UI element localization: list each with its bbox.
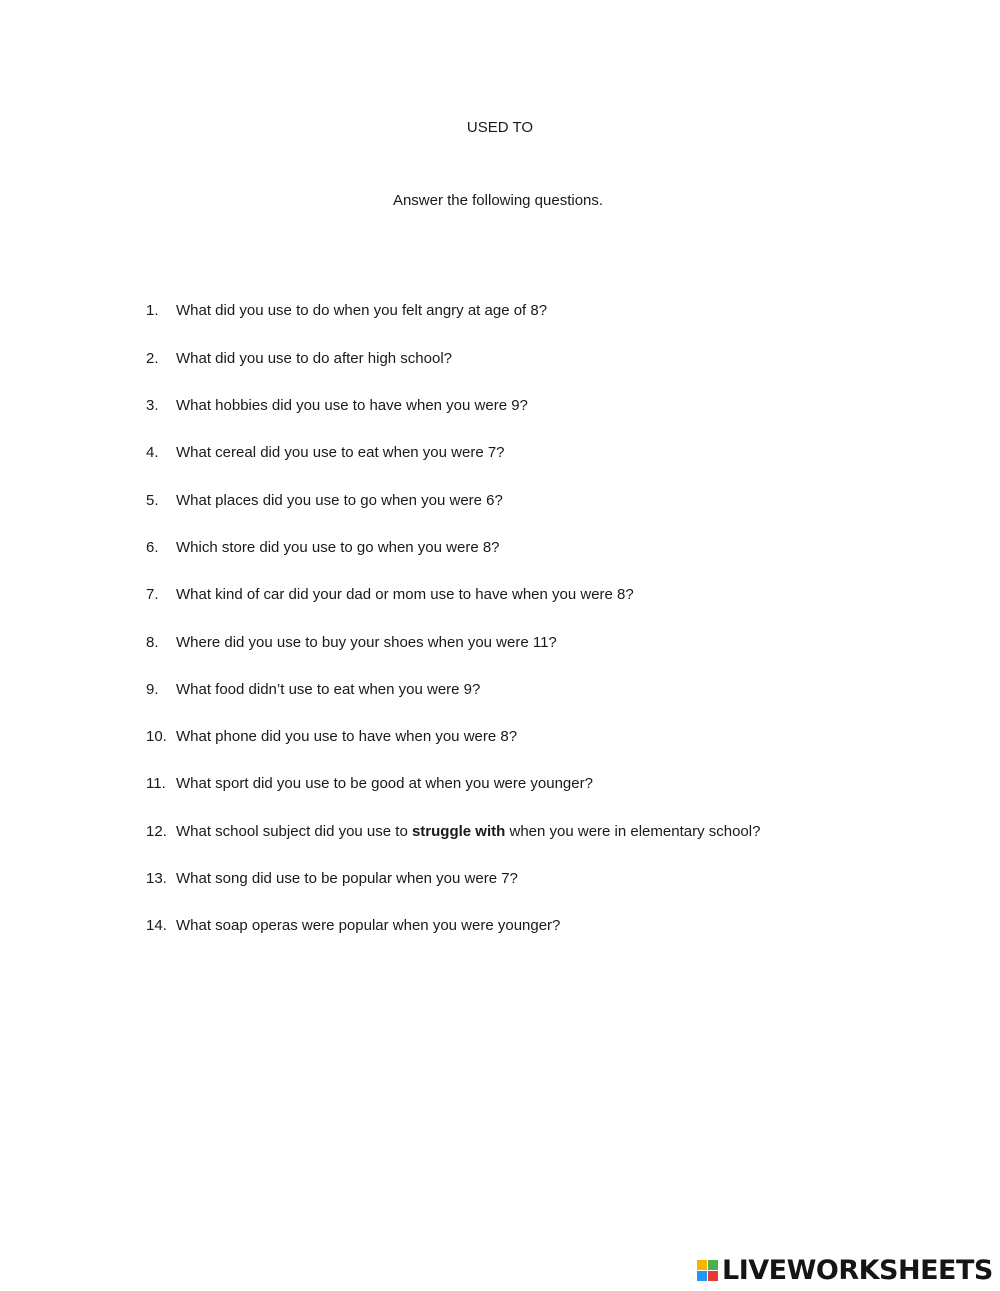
logo-block-blue — [697, 1271, 707, 1281]
question-number: 7. — [146, 586, 159, 603]
question-number: 3. — [146, 397, 159, 414]
question-number: 6. — [146, 539, 159, 556]
question-number: 4. — [146, 444, 159, 461]
worksheet-title: USED TO — [466, 119, 534, 136]
question-number: 5. — [146, 492, 159, 509]
question-text: What song did use to be popular when you were 7? — [176, 870, 518, 887]
question-item — [146, 397, 528, 414]
question-item — [146, 586, 634, 603]
question-text: What cereal did you use to eat when you were 7? — [176, 444, 505, 461]
question-item — [146, 539, 500, 556]
question-number: 10. — [146, 728, 167, 745]
question-text: What soap operas were popular when you were younger? — [176, 917, 561, 934]
question-item — [146, 444, 505, 461]
question-number: 11. — [146, 775, 166, 792]
worksheet-instructions: Answer the following questions. — [392, 192, 604, 209]
question-item — [146, 302, 547, 319]
question-item — [146, 634, 557, 651]
question-text: What food didn’t use to eat when you were 9? — [176, 681, 481, 698]
question-number: 13. — [146, 870, 167, 887]
logo-block-red — [708, 1271, 718, 1281]
liveworksheets-logo — [697, 1253, 993, 1287]
question-number: 12. — [146, 823, 167, 840]
question-text: What hobbies did you use to have when you were 9? — [176, 397, 528, 414]
logo-block-yellow — [697, 1260, 707, 1270]
question-item — [146, 681, 480, 698]
liveworksheets-blocks-icon — [697, 1260, 718, 1281]
question-item — [146, 870, 518, 887]
question-text: What did you use to do when you felt angry at age of 8? — [176, 302, 548, 319]
question-text: What places did you use to go when you were 6? — [176, 492, 503, 509]
question-text: when you were in elementary school? — [505, 823, 761, 840]
question-text: What did you use to do after high school? — [176, 350, 453, 367]
question-item — [146, 350, 452, 367]
question-item — [146, 823, 760, 840]
logo-text: LIVEWORKSHEETS — [722, 1254, 993, 1286]
question-number: 2. — [146, 350, 159, 367]
question-number: 1. — [146, 302, 159, 319]
question-number: 8. — [146, 634, 159, 651]
question-text: Where did you use to buy your shoes when you were 11? — [176, 634, 557, 651]
question-text: Which store did you use to go when you were 8? — [176, 539, 500, 556]
question-item — [146, 775, 593, 792]
question-number: 9. — [146, 681, 159, 698]
question-text: What kind of car did your dad or mom use to have when you were 8? — [176, 586, 634, 603]
question-text: What school subject did you use to — [176, 823, 412, 840]
question-number: 14. — [146, 917, 167, 934]
question-text: What phone did you use to have when you were 8? — [176, 728, 518, 745]
question-text: What sport did you use to be good at when you were younger? — [176, 775, 593, 792]
logo-block-green — [708, 1260, 718, 1270]
question-item — [146, 917, 560, 934]
question-item — [146, 492, 503, 509]
question-text-emphasis: struggle with — [411, 823, 506, 840]
question-item — [146, 728, 517, 745]
